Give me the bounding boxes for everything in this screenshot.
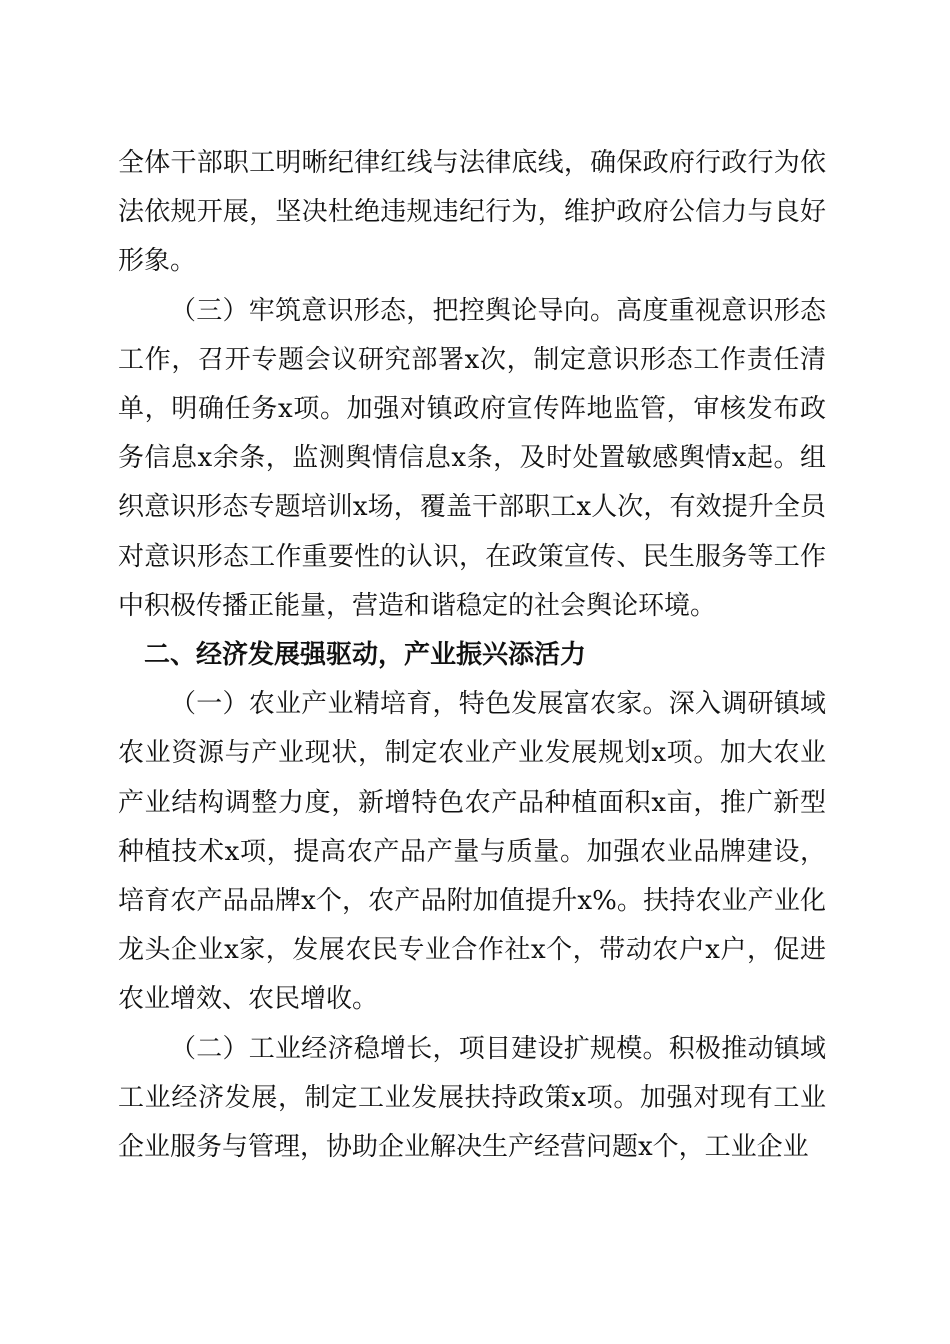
paragraph-ideology: （三）牢筑意识形态，把控舆论导向。高度重视意识形态工作，召开专题会议研究部署x次，制定意识形态工作责任清单，明确任务x项。加强对镇政府宣传阵地监管，审核发布政务信息x余条，监测舆情信息x条，及时处置敏感舆情x起。组织意识形态专题培训x场，覆盖干部职工x人次，有效提升全员对意识形态工作重要性的认识，在政策宣传、民生服务等工作中积极传播正能量，营造和谐稳定的社会舆论环境。 bbox=[118, 295, 826, 621]
paragraph-discipline-continued: 全体干部职工明晰纪律红线与法律底线，确保政府行政行为依法依规开展，坚决杜绝违规违纪行为，维护政府公信力与良好形象。 bbox=[118, 148, 826, 277]
document-body bbox=[118, 139, 826, 1172]
section-heading-economy: 二、经济发展强驱动，产业振兴添活力 bbox=[144, 640, 587, 671]
paragraph-industry: （二）工业经济稳增长，项目建设扩规模。积极推动镇域工业经济发展，制定工业发展扶持政策x项。加强对现有工业企业服务与管理，协助企业解决生产经营问题x个，工业企业 bbox=[118, 1033, 826, 1163]
paragraph-agriculture: （一）农业产业精培育，特色发展富农家。深入调研镇域农业资源与产业现状，制定农业产业发展规划x项。加大农业产业结构调整力度，新增特色农产品种植面积x亩，推广新型种植技术x项，提高农产品产量与质量。加强农业品牌建设，培育农产品品牌x个，农产品附加值提升x%。扶持农业产业化龙头企业x家，发展农民专业合作社x个，带动农户x户，促进农业增效、农民增收。 bbox=[118, 689, 826, 1015]
